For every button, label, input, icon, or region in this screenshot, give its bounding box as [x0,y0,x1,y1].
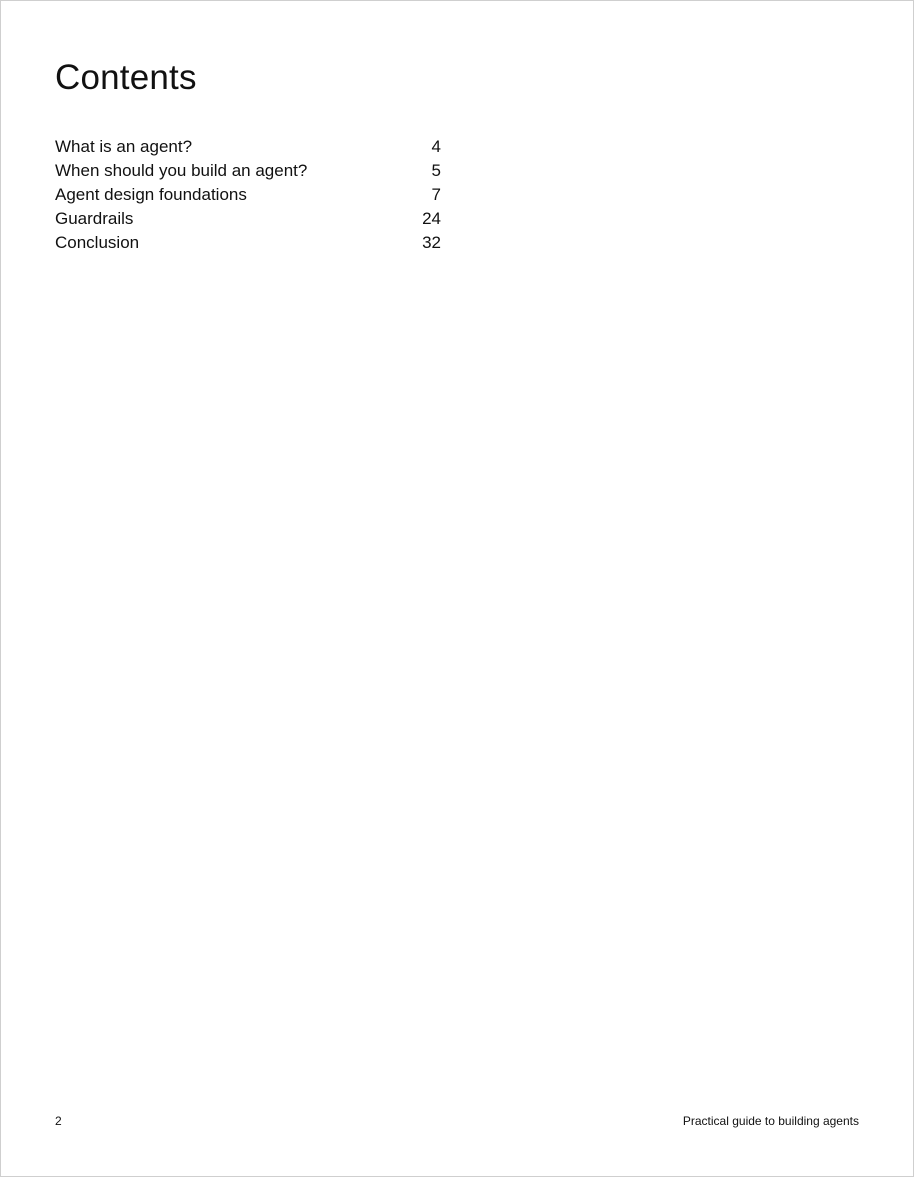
page-title: Contents [55,58,197,97]
toc-entry-label: Agent design foundations [55,185,247,204]
toc-entry-design-foundations[interactable] [55,183,441,207]
toc-entry-what-is-an-agent[interactable] [55,135,441,159]
footer-page-number: 2 [55,1114,62,1128]
toc-entry-page-number: 7 [431,185,441,204]
toc-entry-label: Guardrails [55,209,134,228]
toc-entry-guardrails[interactable] [55,207,441,231]
toc-entry-page-number: 5 [431,161,441,180]
toc-entry-when-to-build[interactable] [55,159,441,183]
footer-document-title: Practical guide to building agents [682,1114,859,1128]
toc-entry-label: Conclusion [55,233,140,252]
toc-entry-label: When should you build an agent? [55,161,308,180]
toc-entry-label: What is an agent? [55,137,193,156]
toc-entry-page-number: 4 [431,137,441,156]
toc-entry-page-number: 24 [422,209,441,228]
table-of-contents [55,135,441,255]
toc-entry-conclusion[interactable] [55,231,441,255]
toc-entry-page-number: 32 [422,233,441,252]
